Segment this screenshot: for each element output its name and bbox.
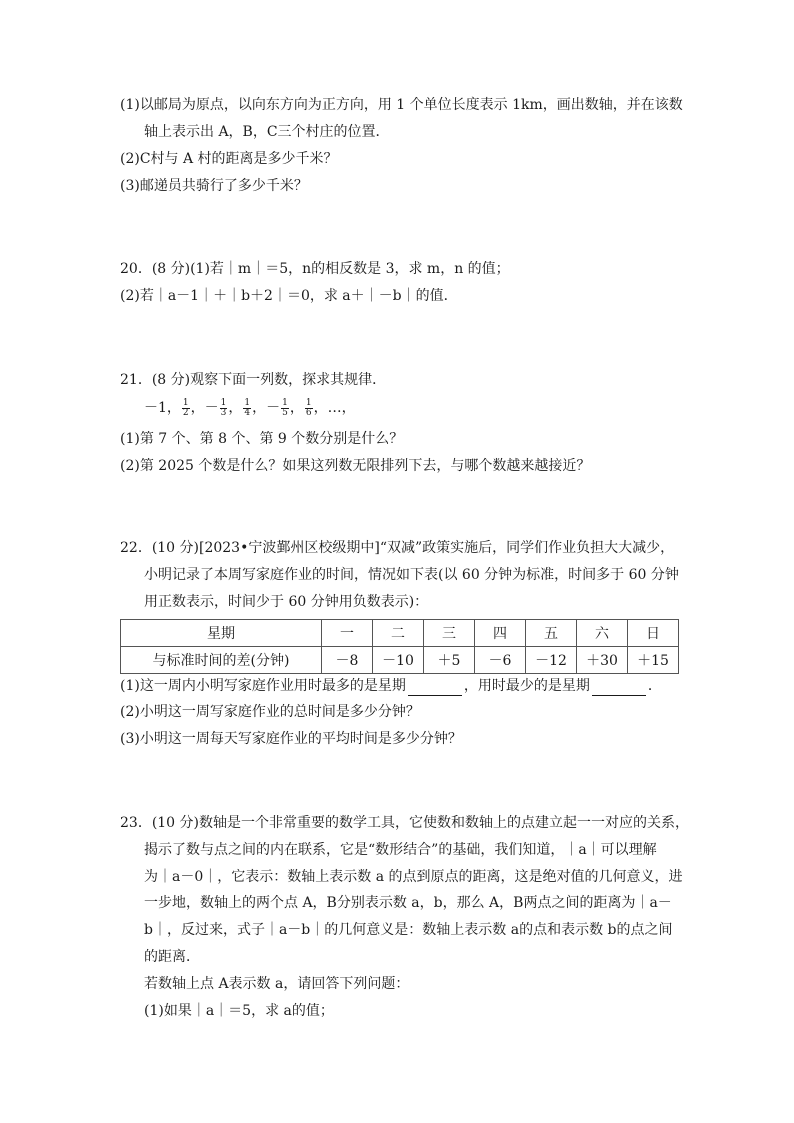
q19-part1-line2: 轴上表示出 A，B，C三个村庄的位置． bbox=[144, 124, 390, 140]
q23-part1: (1)如果｜a｜＝5，求 a的值； bbox=[144, 1003, 334, 1019]
q22-line1: 22．(10 分)[2023•宁波鄞州区校级期中]“双减”政策实施后，同学们作业负担大大减少， bbox=[120, 540, 675, 556]
table-cell: 六 bbox=[577, 620, 628, 647]
table-cell: 日 bbox=[628, 620, 679, 647]
q21-sequence bbox=[144, 398, 356, 418]
table-cell: 一 bbox=[322, 620, 373, 647]
table-header-row bbox=[121, 620, 679, 647]
q21-seq-term: － $\frac{1}{5}$ ， bbox=[266, 397, 304, 418]
q21-part2: (2)第 2025 个数是什么？如果这列数无限排列下去，与哪个数越来越接近？ bbox=[120, 458, 591, 474]
q21-line1: 21．(8 分)观察下面一列数，探求其规律． bbox=[120, 372, 387, 388]
q23-line5: b｜，反过来，式子｜a－b｜的几何意义是：数轴上表示数 a的点和表示数 b的点之间 bbox=[144, 922, 673, 938]
q21-seq-first: －1， bbox=[144, 400, 181, 416]
table-cell: －8 bbox=[322, 647, 373, 674]
table-cell: 四 bbox=[475, 620, 526, 647]
q21-seq-ellipsis: …， bbox=[327, 400, 356, 416]
q19-part2: (2)C村与 A 村的距离是多少千米？ bbox=[120, 151, 338, 167]
q19-part3: (3)邮递员共骑行了多少千米？ bbox=[120, 178, 308, 194]
table-cell: －10 bbox=[373, 647, 424, 674]
homework-time-table bbox=[120, 619, 679, 674]
q22-part3: (3)小明这一周每天写家庭作业的平均时间是多少分钟？ bbox=[120, 731, 462, 747]
q22-part2: (2)小明这一周写家庭作业的总时间是多少分钟？ bbox=[120, 704, 420, 720]
q21-part1: (1)第 7 个、第 8 个、第 9 个数分别是什么？ bbox=[120, 431, 404, 447]
table-cell: ＋30 bbox=[577, 647, 628, 674]
q20-line2: (2)若｜a－1｜＋｜b＋2｜＝0，求 a＋｜－b｜的值． bbox=[120, 288, 458, 304]
q22-line3: 用正数表示，时间少于 60 分钟用负数表示)： bbox=[144, 594, 429, 610]
q23-line4: 一步地，数轴上的两个点 A，B分别表示数 a，b，那么 A，B两点之间的距离为｜a－ bbox=[144, 895, 672, 911]
q23-line6: 的距离． bbox=[144, 949, 200, 965]
table-cell: ＋5 bbox=[424, 647, 475, 674]
table-cell: 二 bbox=[373, 620, 424, 647]
answer-blank[interactable] bbox=[592, 681, 646, 696]
q19-part1-line1: (1)以邮局为原点，以向东方向为正方向，用 1 个单位长度表示 1km，画出数轴，并在该数 bbox=[120, 97, 683, 113]
table-cell: 星期 bbox=[121, 620, 322, 647]
table-cell: －12 bbox=[526, 647, 577, 674]
q23-line7: 若数轴上点 A表示数 a，请回答下列问题： bbox=[144, 976, 410, 992]
answer-blank[interactable] bbox=[408, 681, 462, 696]
table-cell: 与标准时间的差(分钟) bbox=[121, 647, 322, 674]
table-cell: 五 bbox=[526, 620, 577, 647]
q21-seq-term: － $\frac{1}{3}$ ， bbox=[204, 397, 243, 418]
q21-seq-term: $\frac{1}{6}$ ， bbox=[305, 397, 328, 418]
q23-line1: 23．(10 分)数轴是一个非常重要的数学工具，它使数和数轴上的点建立起一一对应的关系， bbox=[120, 815, 690, 831]
table-row bbox=[121, 647, 679, 674]
table-cell: －6 bbox=[475, 647, 526, 674]
table-cell: ＋15 bbox=[628, 647, 679, 674]
q21-seq-term: $\frac{1}{2}$ ， bbox=[182, 397, 205, 418]
q22-part1: (1)这一周内小明写家庭作业用时最多的是星期 ，用时最少的是星期 ． bbox=[120, 678, 662, 694]
q23-line3: 为｜a－0｜，它表示：数轴上表示数 a 的点到原点的距离，这是绝对值的几何意义，进 bbox=[144, 869, 683, 885]
q23-line2: 揭示了数与点之间的内在联系，它是“数形结合”的基础，我们知道，｜a｜可以理解 bbox=[144, 842, 657, 858]
q22-line2: 小明记录了本周写家庭作业的时间，情况如下表(以 60 分钟为标准，时间多于 60 分钟 bbox=[144, 567, 679, 583]
q21-seq-term: $\frac{1}{4}$ ， bbox=[244, 397, 267, 418]
table-cell: 三 bbox=[424, 620, 475, 647]
q20-line1: 20．(8 分)(1)若｜m｜＝5，n的相反数是 3，求 m，n 的值； bbox=[120, 261, 510, 277]
